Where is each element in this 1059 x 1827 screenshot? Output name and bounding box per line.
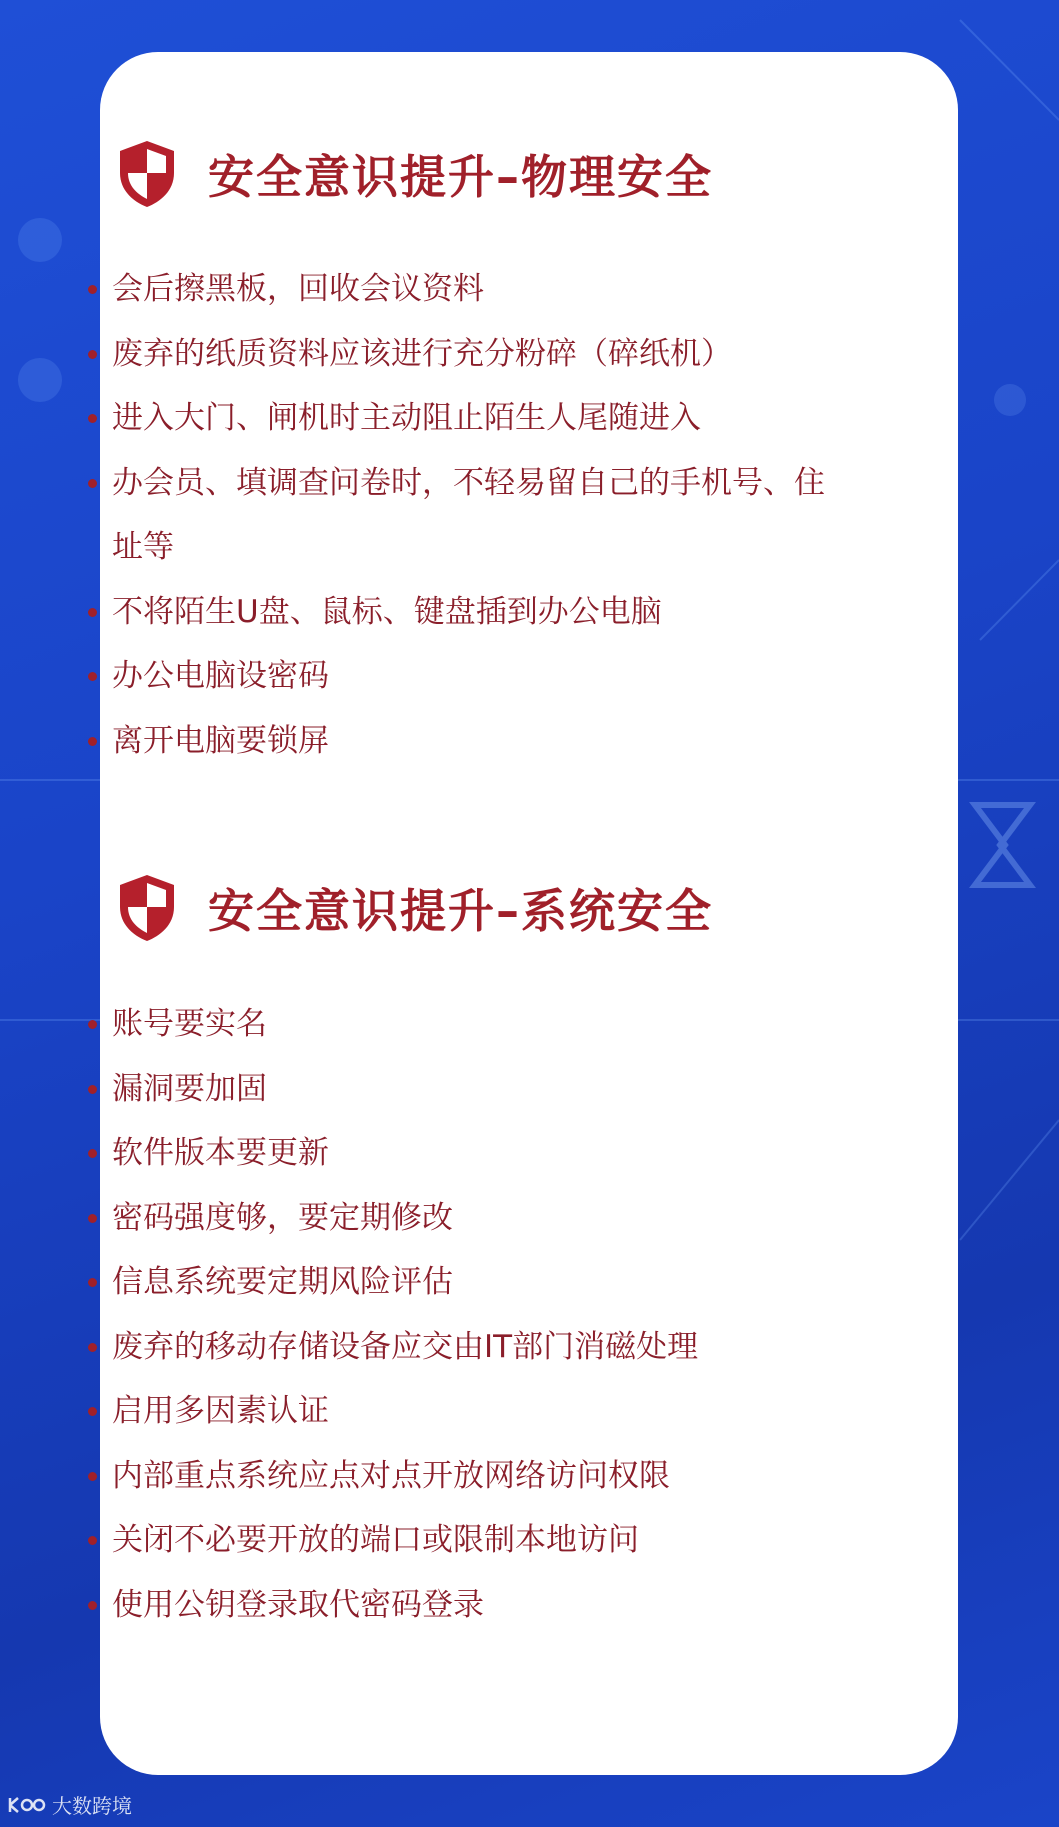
section-header-physical-security [116,139,713,209]
watermark [6,1790,132,1819]
watermark-logo-icon [6,1794,46,1816]
list-item: 启用多因素认证 [88,1379,828,1444]
list-item: 办公电脑设密码 [88,644,828,709]
list-item: 关闭不必要开放的端口或限制本地访问 [88,1508,828,1573]
physical-security-list [88,257,828,773]
list-item: 废弃的移动存储设备应交由IT部门消磁处理 [88,1315,828,1380]
shield-icon [116,873,178,943]
list-item: 会后擦黑板，回收会议资料 [88,257,828,322]
list-item: 办会员、填调查问卷时，不轻易留自己的手机号、住址等 [88,451,828,580]
list-item: 离开电脑要锁屏 [88,709,828,774]
list-item: 漏洞要加固 [88,1057,828,1122]
list-item: 密码强度够，要定期修改 [88,1186,828,1251]
list-item: 软件版本要更新 [88,1121,828,1186]
list-item: 废弃的纸质资料应该进行充分粉碎（碎纸机） [88,322,828,387]
system-security-list [88,992,828,1637]
list-item: 账号要实名 [88,992,828,1057]
watermark-text: 大数跨境 [52,1794,132,1818]
section-header-system-security [116,873,713,943]
list-item: 不将陌生U盘、鼠标、键盘插到办公电脑 [88,580,828,645]
list-item: 信息系统要定期风险评估 [88,1250,828,1315]
section-title: 安全意识提升–系统安全 [208,884,713,938]
list-item: 使用公钥登录取代密码登录 [88,1573,828,1638]
list-item: 内部重点系统应点对点开放网络访问权限 [88,1444,828,1509]
section-title: 安全意识提升–物理安全 [208,150,713,204]
list-item: 进入大门、闸机时主动阻止陌生人尾随进入 [88,386,828,451]
shield-icon [116,139,178,209]
